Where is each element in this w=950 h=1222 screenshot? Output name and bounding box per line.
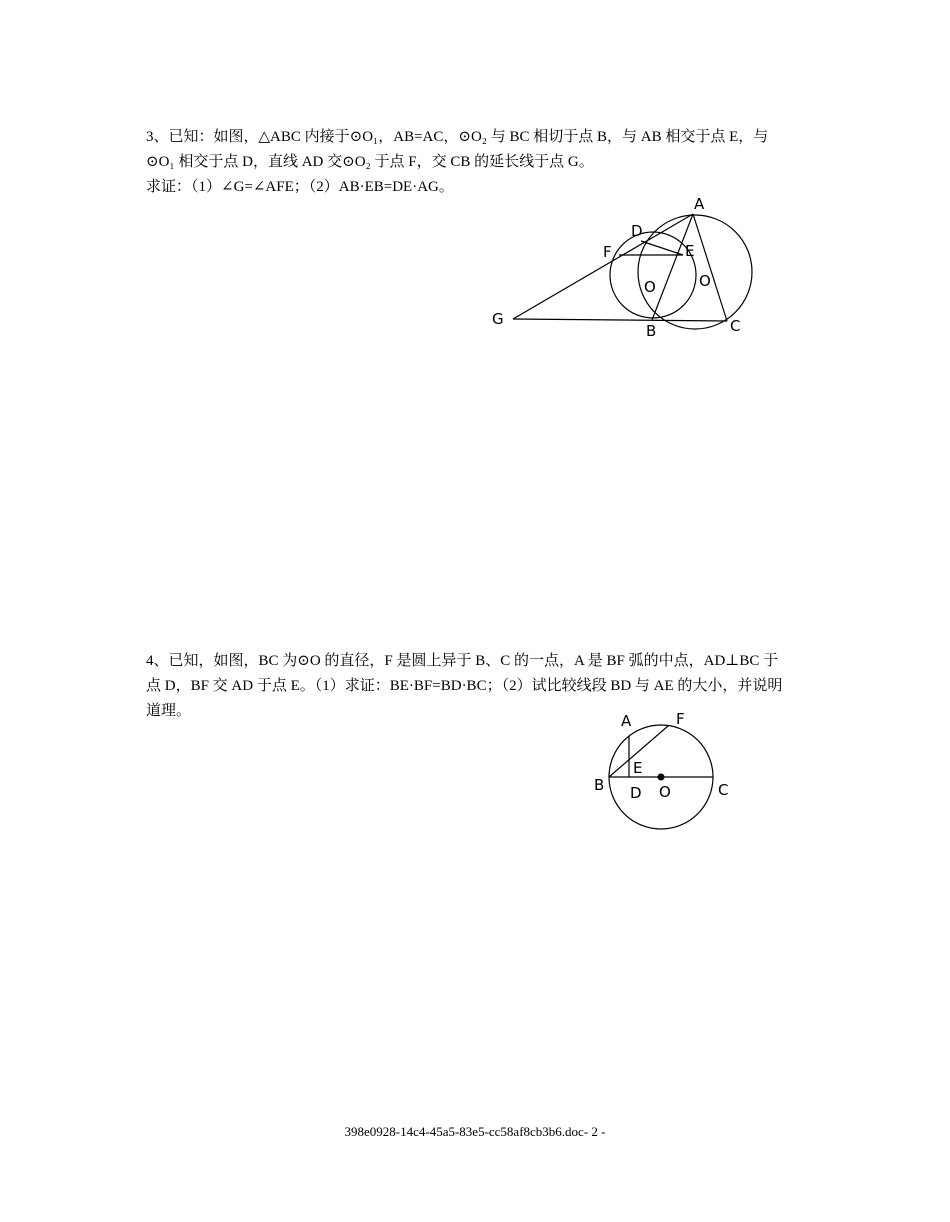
center-dot: [658, 774, 665, 781]
problem-4-line-2: 点 D，BF 交 AD 于点 E。（1）求证：BE·BF=BD·BC；（2）试比较线段 BD 与 AE 的大小，并说明: [146, 678, 783, 694]
label-g: G: [492, 310, 504, 328]
problem-3-figure: [485, 190, 765, 350]
label-e: E: [685, 242, 695, 260]
problem-3-line-1: 3、已知：如图，△ABC 内接于⊙O₁，AB=AC，⊙O₂ 与 BC 相切于点 B，与 AB 相交于点 E，与: [146, 129, 769, 145]
label-a: A: [621, 712, 632, 730]
label-o-right: O: [699, 272, 711, 290]
problem-3-text: [146, 125, 808, 200]
problem-4-figure: [585, 705, 745, 835]
problem-3-line-2: ⊙O₁ 相交于点 D，直线 AD 交⊙O₂ 于点 F，交 CB 的延长线于点 G。: [146, 154, 594, 170]
label-o-left: O: [644, 278, 656, 296]
label-f: F: [603, 243, 612, 261]
label-e: E: [633, 759, 643, 777]
label-a: A: [694, 195, 705, 213]
label-c: C: [730, 317, 741, 335]
problem-4-line-1: 4、已知，如图，BC 为⊙O 的直径，F 是圆上异于 B、C 的一点，A 是 BF 弧的中点，AD⊥BC 于: [146, 653, 779, 669]
problem-3-line-3: 求证：（1）∠G=∠AFE；（2）AB·EB=DE·AG。: [146, 179, 454, 195]
line-de: [641, 241, 683, 255]
label-b: B: [646, 322, 657, 340]
label-b: B: [594, 776, 605, 794]
line-ac: [693, 214, 727, 321]
label-d: D: [630, 784, 642, 802]
label-f: F: [676, 710, 685, 728]
label-c: C: [718, 781, 729, 799]
problem-4-line-3: 道理。: [146, 703, 192, 719]
line-ga: [513, 214, 693, 319]
label-o: O: [659, 783, 671, 801]
line-gc: [513, 319, 727, 321]
page-footer: 398e0928-14c4-45a5-83e5-cc58af8cb3b6.doc- 2 -: [344, 1124, 606, 1139]
line-ab: [652, 214, 693, 320]
label-d: D: [631, 222, 643, 240]
